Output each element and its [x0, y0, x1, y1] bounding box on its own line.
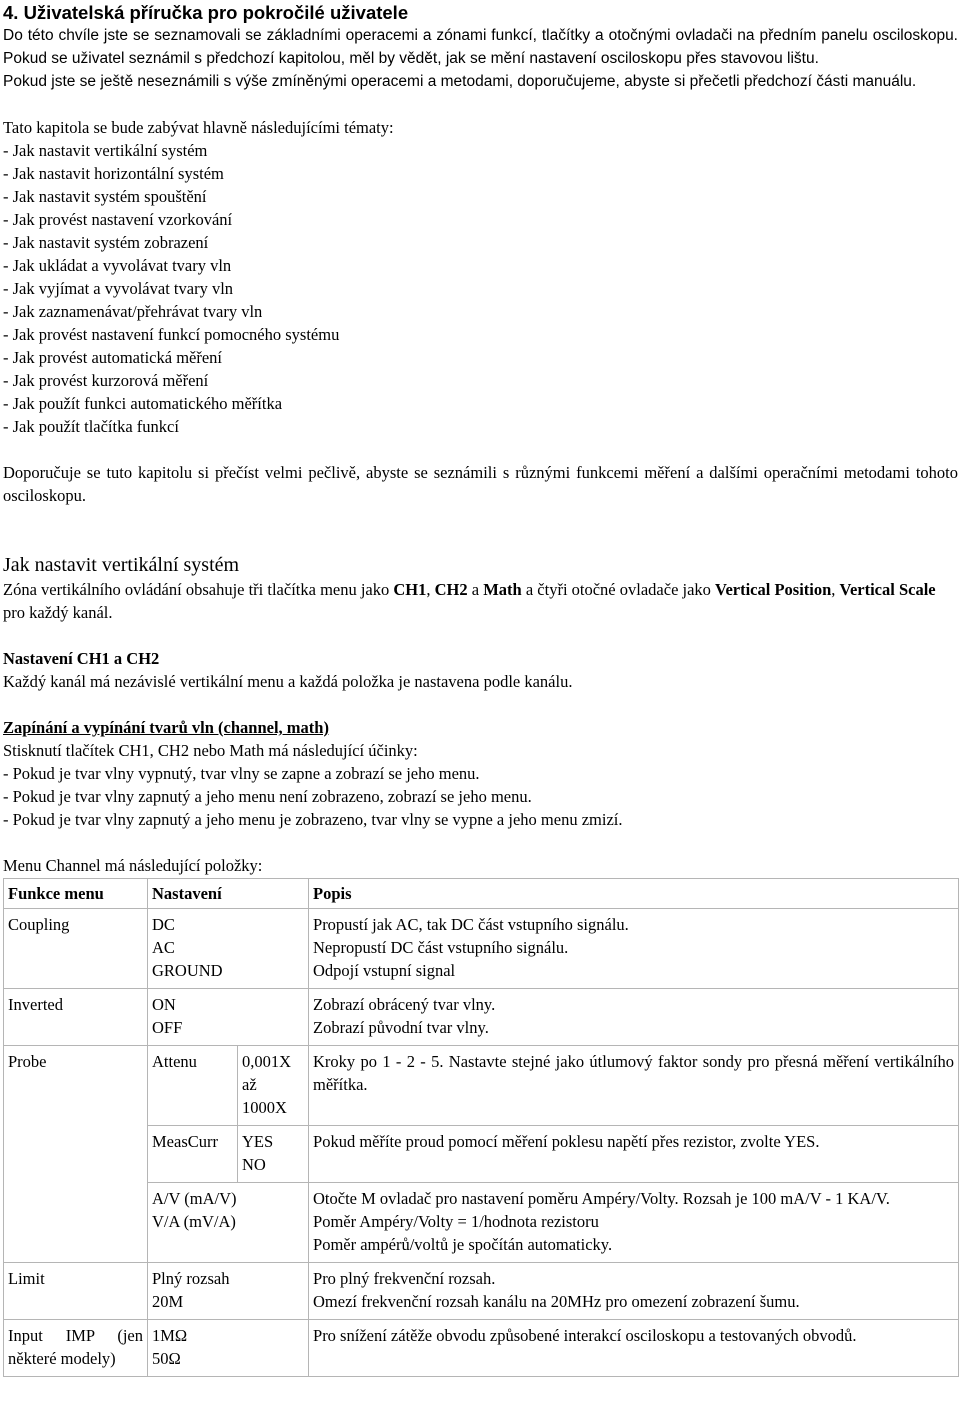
- topics-intro: Tato kapitola se bude zabývat hlavně následujícími tématy:: [3, 118, 394, 137]
- cell-sub-setting: A/V (mA/V) V/A (mV/A): [148, 1183, 309, 1263]
- cell-setting: DC AC GROUND: [148, 909, 309, 989]
- cell-description: Pro plný frekvenční rozsah. Omezí frekvenční rozsah kanálu na 20MHz pro omezení zobrazení šumu.: [309, 1263, 959, 1320]
- cell-setting: 1MΩ 50Ω: [148, 1320, 309, 1377]
- intro-paragraph-2: Pokud jste se ještě neseznámili s výše zmíněnými operacemi a metodami, doporučujeme, abyste si přečetli předchozí části manuálu.: [3, 73, 917, 90]
- ch2-term: CH2: [434, 580, 468, 599]
- topic-item: - Jak provést kurzorová měření: [3, 371, 209, 390]
- cell-function: Inverted: [4, 989, 148, 1046]
- ch-settings-title: Nastavení CH1 a CH2: [3, 649, 160, 668]
- header-setting: Nastavení: [148, 879, 309, 909]
- topic-item: - Jak nastavit systém zobrazení: [3, 233, 209, 252]
- chapter-title: 4. Uživatelská příručka pro pokročilé uživatele: [3, 2, 409, 23]
- cell-function: Limit: [4, 1263, 148, 1320]
- cell-description: Propustí jak AC, tak DC část vstupního signálu. Nepropustí DC část vstupního signálu. Odpojí vstupní signal: [309, 909, 959, 989]
- cell-description: Otočte M ovladač pro nastavení poměru Ampéry/Volty. Rozsah je 100 mA/V - 1 KA/V. Poměr Ampéry/Volty = 1/hodnota rezistoru Poměr ampérů/voltů je spočítán automaticky.: [309, 1183, 959, 1263]
- table-row-probe-av: [4, 1183, 959, 1263]
- topic-item: - Jak zaznamenávat/přehrávat tvary vln: [3, 302, 263, 321]
- header-description: Popis: [309, 879, 959, 909]
- channel-menu-table: [3, 878, 959, 1377]
- table-row-probe-attenu: [4, 1046, 959, 1126]
- waveform-toggle-block: [3, 716, 958, 831]
- header-function: Funkce menu: [4, 879, 148, 909]
- waveform-toggle-line: - Pokud je tvar vlny zapnutý a jeho menu není zobrazeno, zobrazí se jeho menu.: [3, 787, 532, 806]
- topic-item: - Jak provést nastavení vzorkování: [3, 210, 233, 229]
- vertical-position-term: Vertical Position: [715, 580, 832, 599]
- topic-item: - Jak použít funkci automatického měřítka: [3, 394, 283, 413]
- vertical-zone-paragraph: Zóna vertikálního ovládání obsahuje tři tlačítka menu jako CH1, CH2 a Math a čtyři otočné ovladače jako Vertical Position, Vertical Scale pro každý kanál.: [3, 580, 936, 622]
- ch-settings-block: [3, 647, 958, 693]
- math-term: Math: [483, 580, 522, 599]
- cell-setting: Plný rozsah 20M: [148, 1263, 309, 1320]
- cell-sub-setting: Attenu: [148, 1046, 238, 1126]
- topics-list: [3, 116, 958, 438]
- cell-sub-setting: MeasCurr: [148, 1126, 238, 1183]
- cell-sub-value: YES NO: [238, 1126, 309, 1183]
- recommendation-paragraph: Doporučuje se tuto kapitolu si přečíst velmi pečlivě, abyste se seznámili s různými funkcemi měření a dalšími operačními metodami tohoto osciloskopu.: [3, 463, 958, 505]
- topic-item: - Jak vyjímat a vyvolávat tvary vln: [3, 279, 234, 298]
- cell-sub-value: 0,001X až 1000X: [238, 1046, 309, 1126]
- waveform-toggle-line: - Pokud je tvar vlny vypnutý, tvar vlny se zapne a zobrazí se jeho menu.: [3, 764, 480, 783]
- cell-description: Zobrazí obrácený tvar vlny. Zobrazí původní tvar vlny.: [309, 989, 959, 1046]
- table-row-limit: [4, 1263, 959, 1320]
- table-row-input-imp: [4, 1320, 959, 1377]
- table-header-row: [4, 879, 959, 909]
- intro-paragraph-1: Do této chvíle jste se seznamovali se základními operacemi a zónami funkcí, tlačítky a otočnými ovladači na předním panelu osciloskopu. Pokud se uživatel seznámil s předchozí kapitolou, měl by vědět, jak se mění nastavení osciloskopu přes stavovou lištu.: [3, 27, 958, 67]
- topic-item: - Jak ukládat a vyvolávat tvary vln: [3, 256, 232, 275]
- cell-function: Coupling: [4, 909, 148, 989]
- cell-function: Probe: [4, 1046, 148, 1263]
- vertical-scale-term: Vertical Scale: [839, 580, 936, 599]
- cell-function: Input IMP (jen některé modely): [4, 1320, 148, 1377]
- waveform-toggle-line: - Pokud je tvar vlny zapnutý a jeho menu je zobrazeno, tvar vlny se vypne a jeho menu zmizí.: [3, 810, 623, 829]
- ch1-term: CH1: [393, 580, 427, 599]
- topic-item: - Jak provést nastavení funkcí pomocného systému: [3, 325, 340, 344]
- section-heading: Jak nastavit vertikální systém: [3, 554, 240, 576]
- topic-item: - Jak nastavit systém spouštění: [3, 187, 207, 206]
- topic-item: - Jak nastavit vertikální systém: [3, 141, 208, 160]
- waveform-toggle-line: Stisknutí tlačítek CH1, CH2 nebo Math má následující účinky:: [3, 741, 418, 760]
- table-row-inverted: [4, 989, 959, 1046]
- menu-intro: Menu Channel má následující položky:: [3, 856, 263, 875]
- topic-item: - Jak nastavit horizontální systém: [3, 164, 224, 183]
- document-page: [3, 0, 958, 1377]
- table-row-coupling: [4, 909, 959, 989]
- cell-description: Kroky po 1 - 2 - 5. Nastavte stejné jako útlumový faktor sondy pro přesná měření vertikálního měřítka.: [309, 1046, 959, 1126]
- topic-item: - Jak provést automatická měření: [3, 348, 223, 367]
- topic-item: - Jak použít tlačítka funkcí: [3, 417, 179, 436]
- cell-description: Pokud měříte proud pomocí měření poklesu napětí přes rezistor, zvolte YES.: [309, 1126, 959, 1183]
- table-row-probe-meascurr: [4, 1126, 959, 1183]
- ch-settings-text: Každý kanál má nezávislé vertikální menu a každá položka je nastavena podle kanálu.: [3, 672, 573, 691]
- cell-description: Pro snížení zátěže obvodu způsobené interakcí osciloskopu a testovaných obvodů.: [309, 1320, 959, 1377]
- cell-setting: ON OFF: [148, 989, 309, 1046]
- waveform-toggle-title: Zapínání a vypínání tvarů vln (channel, math): [3, 718, 329, 737]
